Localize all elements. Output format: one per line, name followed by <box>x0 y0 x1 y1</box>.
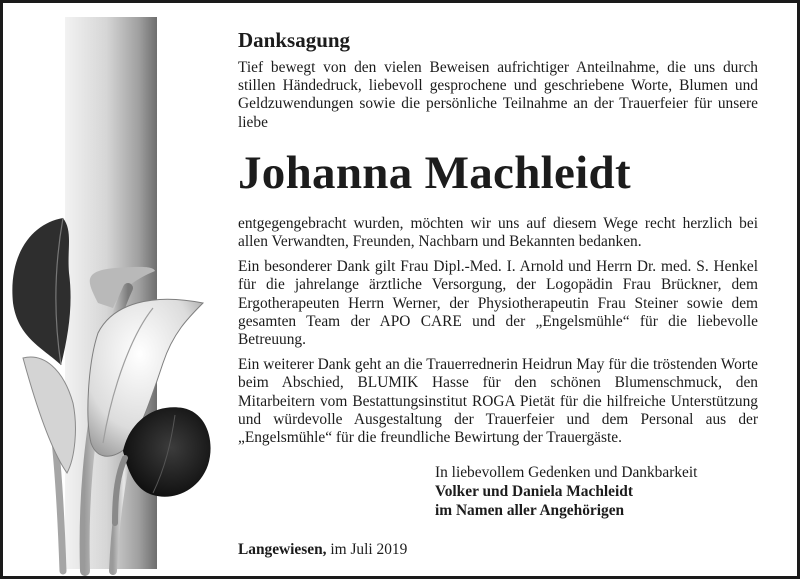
closing-block <box>435 463 758 520</box>
place-date <box>238 540 758 559</box>
signers-line-2: im Namen aller Angehörigen <box>435 502 625 520</box>
thanks-paragraph-3: Ein weiterer Dank geht an die Trauerrednerin Heidrun May für die tröstenden Worte beim Abschied, BLUMIK Hasse für den schönen Blumenschmuck, den Mitarbeitern vom Bestattungsinstitut ROGA Pietät für die hilfreiche Unterstützung und würdevolle Ausgestaltung der Trauerfeier und dem Personal aus der „Engelsmühle“ für die freundliche Bewirtung der Trauergäste. <box>238 356 758 447</box>
calla-lily-image <box>3 3 233 579</box>
intro-paragraph: Tief bewegt von den vielen Beweisen aufrichtiger Anteilnahme, die uns durch stillen Händedruck, liebevoll gesprochene und geschriebene Worte, Blumen und Geldzuwendungen sowie die persönliche Teilnahme an der Trauerfeier für unsere liebe <box>238 59 758 131</box>
closing-line: In liebevollem Gedenken und Dankbarkeit <box>435 464 698 482</box>
leaf-dark <box>12 218 70 365</box>
thanks-paragraph-2: Ein besonderer Dank gilt Frau Dipl.-Med. I. Arnold und Herrn Dr. med. S. Henkel für die jahrelange ärztliche Versorgung, der Logopädin Frau Brückner, dem Ergotherapeuten Herrn Werner, der Physiotherapeutin Frau Steiner sowie dem gesamten Team der APO CARE und der „Engelsmühle“ für die liebevolle Betreuung. <box>238 258 758 349</box>
signers-line-1: Volker und Daniela Machleidt <box>435 483 633 501</box>
date-text: im Juli 2019 <box>326 541 408 559</box>
notice-text <box>238 27 758 559</box>
notice-heading: Danksagung <box>238 28 351 52</box>
deceased-name: Johanna Machleidt <box>238 146 631 199</box>
place-name: Langewiesen, <box>238 541 327 559</box>
thanks-paragraph-1: entgegengebracht wurden, möchten wir uns auf diesem Wege recht herzlich bei allen Verwandten, Freunden, Nachbarn und Bekannten bedanken. <box>238 214 758 251</box>
